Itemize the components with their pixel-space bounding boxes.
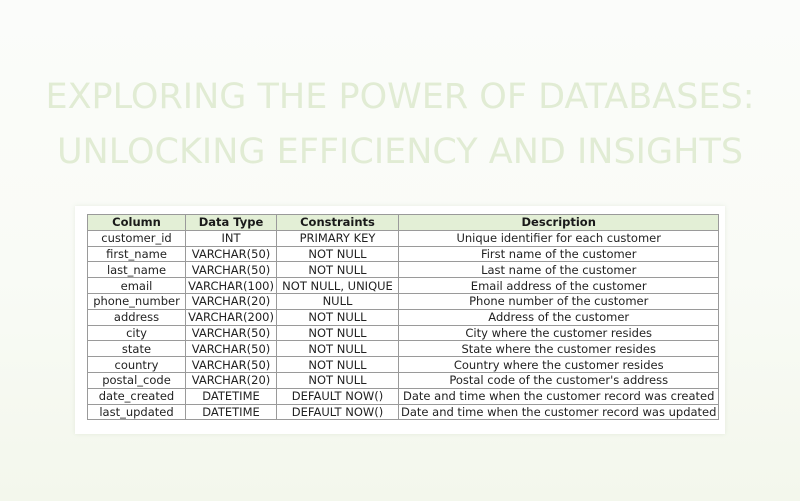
- cell-constraints: NOT NULL: [277, 372, 399, 388]
- cell-data-type: VARCHAR(100): [186, 278, 277, 294]
- cell-description: First name of the customer: [399, 246, 719, 262]
- table-row: [88, 372, 719, 388]
- cell-constraints: NOT NULL: [277, 262, 399, 278]
- cell-constraints: NOT NULL: [277, 357, 399, 373]
- cell-constraints: PRIMARY KEY: [277, 230, 399, 246]
- schema-table: [87, 214, 719, 420]
- cell-constraints: NOT NULL: [277, 341, 399, 357]
- cell-constraints: NOT NULL, UNIQUE: [277, 278, 399, 294]
- cell-column: address: [88, 309, 186, 325]
- cell-column: postal_code: [88, 372, 186, 388]
- header-description: Description: [399, 215, 719, 231]
- cell-column: first_name: [88, 246, 186, 262]
- cell-description: Address of the customer: [399, 309, 719, 325]
- table-row: [88, 309, 719, 325]
- table-row: [88, 404, 719, 420]
- table-row: [88, 246, 719, 262]
- cell-column: customer_id: [88, 230, 186, 246]
- cell-description: Unique identifier for each customer: [399, 230, 719, 246]
- cell-data-type: VARCHAR(20): [186, 293, 277, 309]
- cell-column: email: [88, 278, 186, 294]
- cell-data-type: VARCHAR(50): [186, 341, 277, 357]
- cell-data-type: VARCHAR(50): [186, 262, 277, 278]
- page-title: [0, 70, 800, 180]
- cell-description: Date and time when the customer record was updated: [399, 404, 719, 420]
- cell-data-type: VARCHAR(50): [186, 246, 277, 262]
- cell-column: city: [88, 325, 186, 341]
- cell-description: Phone number of the customer: [399, 293, 719, 309]
- cell-constraints: NOT NULL: [277, 246, 399, 262]
- cell-constraints: NULL: [277, 293, 399, 309]
- cell-constraints: DEFAULT NOW(): [277, 404, 399, 420]
- table-header-row: [88, 215, 719, 231]
- cell-column: date_created: [88, 388, 186, 404]
- cell-data-type: VARCHAR(50): [186, 325, 277, 341]
- table-row: [88, 325, 719, 341]
- cell-column: last_updated: [88, 404, 186, 420]
- cell-data-type: VARCHAR(200): [186, 309, 277, 325]
- cell-constraints: NOT NULL: [277, 309, 399, 325]
- table-card: [75, 206, 725, 434]
- cell-description: Email address of the customer: [399, 278, 719, 294]
- cell-description: Last name of the customer: [399, 262, 719, 278]
- cell-column: country: [88, 357, 186, 373]
- cell-description: State where the customer resides: [399, 341, 719, 357]
- table-row: [88, 230, 719, 246]
- cell-data-type: VARCHAR(50): [186, 357, 277, 373]
- cell-column: phone_number: [88, 293, 186, 309]
- cell-column: state: [88, 341, 186, 357]
- table-row: [88, 341, 719, 357]
- title-line-2: UNLOCKING EFFICIENCY AND INSIGHTS: [56, 132, 744, 172]
- cell-data-type: DATETIME: [186, 404, 277, 420]
- title-line-1: EXPLORING THE POWER OF DATABASES:: [45, 77, 755, 117]
- header-constraints: Constraints: [277, 215, 399, 231]
- cell-description: Country where the customer resides: [399, 357, 719, 373]
- table-row: [88, 262, 719, 278]
- table-row: [88, 388, 719, 404]
- table-row: [88, 278, 719, 294]
- cell-column: last_name: [88, 262, 186, 278]
- header-data-type: Data Type: [186, 215, 277, 231]
- header-column: Column: [88, 215, 186, 231]
- cell-constraints: DEFAULT NOW(): [277, 388, 399, 404]
- cell-data-type: INT: [186, 230, 277, 246]
- cell-data-type: VARCHAR(20): [186, 372, 277, 388]
- cell-constraints: NOT NULL: [277, 325, 399, 341]
- cell-description: City where the customer resides: [399, 325, 719, 341]
- cell-data-type: DATETIME: [186, 388, 277, 404]
- table-row: [88, 293, 719, 309]
- table-row: [88, 357, 719, 373]
- cell-description: Date and time when the customer record was created: [399, 388, 719, 404]
- cell-description: Postal code of the customer's address: [399, 372, 719, 388]
